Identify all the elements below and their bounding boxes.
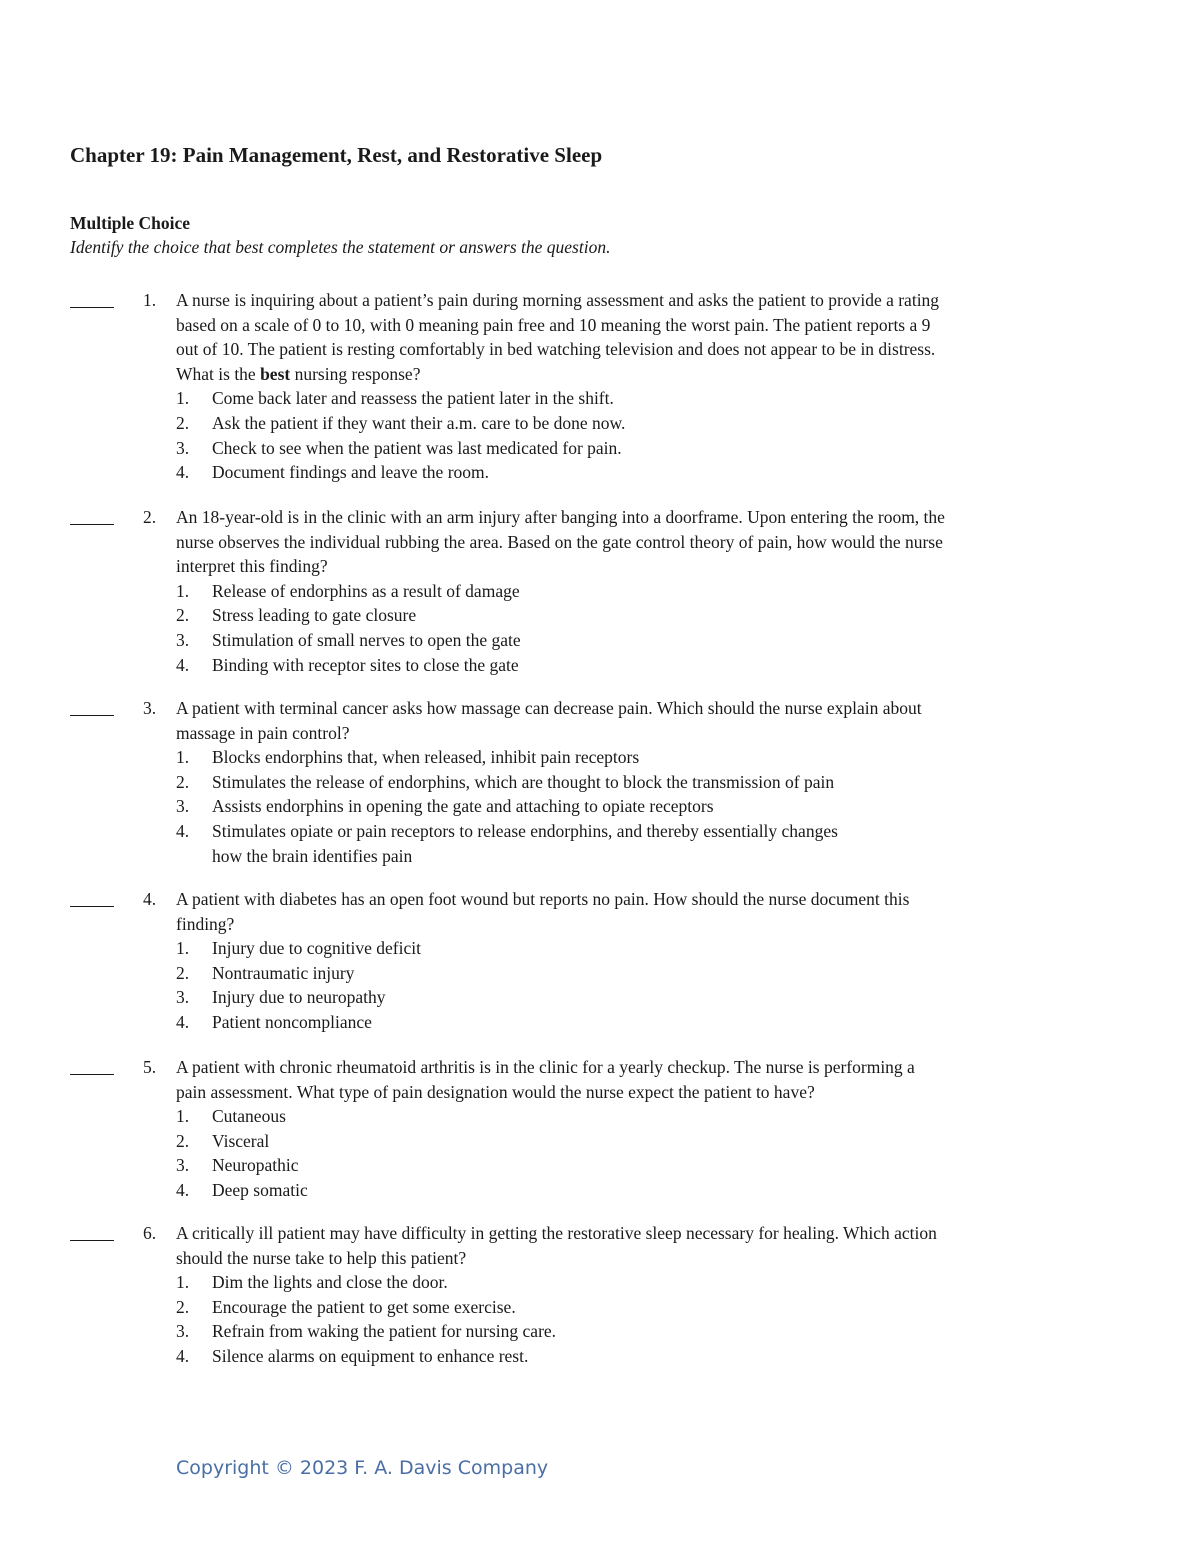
choice-text — [212, 628, 521, 653]
copyright-footer: Copyright © 2023 F. A. Davis Company — [176, 1457, 549, 1479]
choice-number: 2. — [176, 962, 190, 983]
choice-line: Silence alarms on equipment to enhance rest. — [212, 1345, 529, 1366]
choice-2[interactable] — [176, 961, 1136, 986]
choice-4[interactable] — [176, 1010, 1136, 1035]
choice-line: Cutaneous — [212, 1106, 286, 1127]
answer-blank[interactable] — [70, 1221, 114, 1241]
choice-list — [176, 936, 1136, 1034]
choice-1[interactable] — [176, 745, 1136, 770]
choice-text — [212, 985, 386, 1010]
choice-2[interactable] — [176, 1295, 1136, 1320]
choice-line: Check to see when the patient was last medicated for pain. — [212, 437, 622, 458]
choice-text — [212, 460, 489, 485]
stem-line: A critically ill patient may have difficulty in getting the restorative sleep necessary for healing. Which action — [176, 1223, 937, 1243]
stem-line: A patient with terminal cancer asks how massage can decrease pain. Which should the nurse explain about — [176, 698, 922, 718]
question-stem — [176, 696, 1136, 868]
section-instructions: Identify the choice that best completes the statement or answers the question. — [70, 237, 611, 257]
question-number: 5. — [143, 1057, 157, 1077]
choice-number: 2. — [176, 605, 190, 626]
choice-line: Stimulates the release of endorphins, which are thought to block the transmission of pain — [212, 771, 835, 792]
question-stem — [176, 505, 1136, 677]
choice-2[interactable] — [176, 411, 1136, 436]
answer-blank[interactable] — [70, 505, 114, 525]
choice-number: 3. — [176, 629, 190, 650]
choice-number: 3. — [176, 1321, 190, 1342]
choice-3[interactable] — [176, 628, 1136, 653]
choice-number: 3. — [176, 437, 190, 458]
answer-blank[interactable] — [70, 696, 114, 716]
choice-list — [176, 386, 1136, 484]
choice-number: 4. — [176, 1011, 190, 1032]
choice-number: 2. — [176, 1130, 190, 1151]
stem-line — [176, 362, 1136, 387]
stem-text: What is the — [176, 363, 261, 384]
choice-number: 1. — [176, 388, 190, 409]
choice-3[interactable] — [176, 985, 1136, 1010]
choice-number: 1. — [176, 747, 190, 768]
choice-1[interactable] — [176, 386, 1136, 411]
choice-4[interactable] — [176, 1344, 1136, 1369]
stem-line: nurse observes the individual rubbing the area. Based on the gate control theory of pain, how would the nurse — [176, 531, 943, 552]
choice-text — [212, 386, 614, 411]
choice-text — [212, 1178, 308, 1203]
choice-number: 2. — [176, 771, 190, 792]
choice-2[interactable] — [176, 1129, 1136, 1154]
stem-line: A patient with chronic rheumatoid arthritis is in the clinic for a yearly checkup. The nurse is performing a — [176, 1057, 915, 1077]
stem-line: A nurse is inquiring about a patient’s pain during morning assessment and asks the patient to provide a rating — [176, 290, 940, 310]
choice-line: Assists endorphins in opening the gate and attaching to opiate receptors — [212, 796, 714, 817]
choice-1[interactable] — [176, 1104, 1136, 1129]
choice-line: Document findings and leave the room. — [212, 462, 490, 483]
choice-line: Come back later and reassess the patient later in the shift. — [212, 388, 614, 409]
choice-3[interactable] — [176, 794, 1136, 819]
choice-text — [212, 653, 519, 678]
choice-line: Dim the lights and close the door. — [212, 1272, 448, 1293]
question-stem — [176, 887, 1136, 1035]
choice-2[interactable] — [176, 603, 1136, 628]
choice-text — [212, 603, 416, 628]
question-number: 3. — [143, 698, 157, 718]
choice-text — [212, 1270, 448, 1295]
stem-line: should the nurse take to help this patient? — [176, 1247, 467, 1268]
choice-text — [212, 819, 838, 868]
choice-list — [176, 1270, 1136, 1368]
choice-line: Release of endorphins as a result of damage — [212, 580, 520, 601]
choice-line: Blocks endorphins that, when released, inhibit pain receptors — [212, 747, 640, 768]
question-stem — [176, 1221, 1136, 1369]
choice-number: 4. — [176, 1345, 190, 1366]
stem-line: based on a scale of 0 to 10, with 0 meaning pain free and 10 meaning the worst pain. The patient reports a 9 — [176, 314, 931, 335]
choice-text — [212, 961, 354, 986]
choice-line: Injury due to neuropathy — [212, 987, 386, 1008]
choice-text — [212, 745, 639, 770]
choice-1[interactable] — [176, 936, 1136, 961]
choice-text — [212, 1344, 528, 1369]
choice-4[interactable] — [176, 819, 1136, 868]
choice-text — [212, 1319, 556, 1344]
choice-number: 3. — [176, 1155, 190, 1176]
choice-text — [212, 1010, 372, 1035]
choice-3[interactable] — [176, 1319, 1136, 1344]
answer-blank[interactable] — [70, 288, 114, 308]
choice-text — [212, 936, 421, 961]
choice-number: 4. — [176, 462, 190, 483]
choice-line: Neuropathic — [212, 1155, 299, 1176]
question-number: 6. — [143, 1223, 157, 1243]
chapter-title: Chapter 19: Pain Management, Rest, and Restorative Sleep — [70, 143, 603, 167]
choice-line: Deep somatic — [212, 1179, 308, 1200]
choice-number: 1. — [176, 580, 190, 601]
question-number: 2. — [143, 507, 157, 527]
choice-text — [212, 770, 834, 795]
choice-line: Visceral — [212, 1130, 270, 1151]
stem-text: nursing response? — [290, 363, 421, 384]
question-stem — [176, 288, 1136, 485]
choice-line: Stress leading to gate closure — [212, 605, 417, 626]
choice-line: Encourage the patient to get some exercise. — [212, 1296, 516, 1317]
stem-line: pain assessment. What type of pain designation would the nurse expect the patient to have? — [176, 1081, 815, 1102]
choice-4[interactable] — [176, 1178, 1136, 1203]
answer-blank[interactable] — [70, 1055, 114, 1075]
choice-line: Ask the patient if they want their a.m. care to be done now. — [212, 412, 626, 433]
choice-number: 4. — [176, 820, 190, 841]
choice-text — [212, 1129, 269, 1154]
choice-number: 1. — [176, 1106, 190, 1127]
question-number: 4. — [143, 889, 157, 909]
choice-line: Stimulation of small nerves to open the gate — [212, 629, 521, 650]
choice-list — [176, 1104, 1136, 1202]
choice-text — [212, 794, 714, 819]
choice-text — [212, 579, 520, 604]
stem-line: An 18-year-old is in the clinic with an arm injury after banging into a doorframe. Upon entering the room, the — [176, 507, 945, 527]
choice-line: Nontraumatic injury — [212, 962, 355, 983]
choice-line: Binding with receptor sites to close the gate — [212, 654, 519, 675]
choice-text — [212, 436, 622, 461]
answer-blank[interactable] — [70, 887, 114, 907]
choice-number: 4. — [176, 1179, 190, 1200]
choice-3[interactable] — [176, 1153, 1136, 1178]
choice-1[interactable] — [176, 1270, 1136, 1295]
stem-line: A patient with diabetes has an open foot wound but reports no pain. How should the nurse document this — [176, 889, 910, 909]
choice-list — [176, 745, 1136, 868]
choice-text — [212, 411, 625, 436]
choice-1[interactable] — [176, 579, 1136, 604]
choice-number: 1. — [176, 938, 190, 959]
choice-text — [212, 1153, 299, 1178]
choice-number: 2. — [176, 412, 190, 433]
question-stem — [176, 1055, 1136, 1203]
choice-list — [176, 579, 1136, 677]
stem-emphasis: best — [260, 363, 291, 384]
choice-4[interactable] — [176, 460, 1136, 485]
choice-4[interactable] — [176, 653, 1136, 678]
choice-line: Stimulates opiate or pain receptors to release endorphins, and thereby essentially changes — [212, 820, 838, 841]
choice-text — [212, 1295, 516, 1320]
stem-line: out of 10. The patient is resting comfortably in bed watching television and does not appear to be in distress. — [176, 339, 936, 360]
section-heading: Multiple Choice — [70, 213, 191, 233]
choice-text — [212, 1104, 286, 1129]
choice-3[interactable] — [176, 436, 1136, 461]
stem-line: finding? — [176, 913, 235, 934]
stem-line: massage in pain control? — [176, 722, 350, 743]
stem-line: interpret this finding? — [176, 556, 328, 577]
question-number: 1. — [143, 290, 157, 310]
choice-line: Injury due to cognitive deficit — [212, 938, 421, 959]
choice-2[interactable] — [176, 770, 1136, 795]
choice-line: Refrain from waking the patient for nursing care. — [212, 1321, 557, 1342]
choice-number: 2. — [176, 1296, 190, 1317]
choice-line: how the brain identifies pain — [212, 845, 413, 866]
choice-line: Patient noncompliance — [212, 1011, 372, 1032]
choice-number: 1. — [176, 1272, 190, 1293]
choice-number: 4. — [176, 654, 190, 675]
choice-number: 3. — [176, 796, 190, 817]
choice-number: 3. — [176, 987, 190, 1008]
